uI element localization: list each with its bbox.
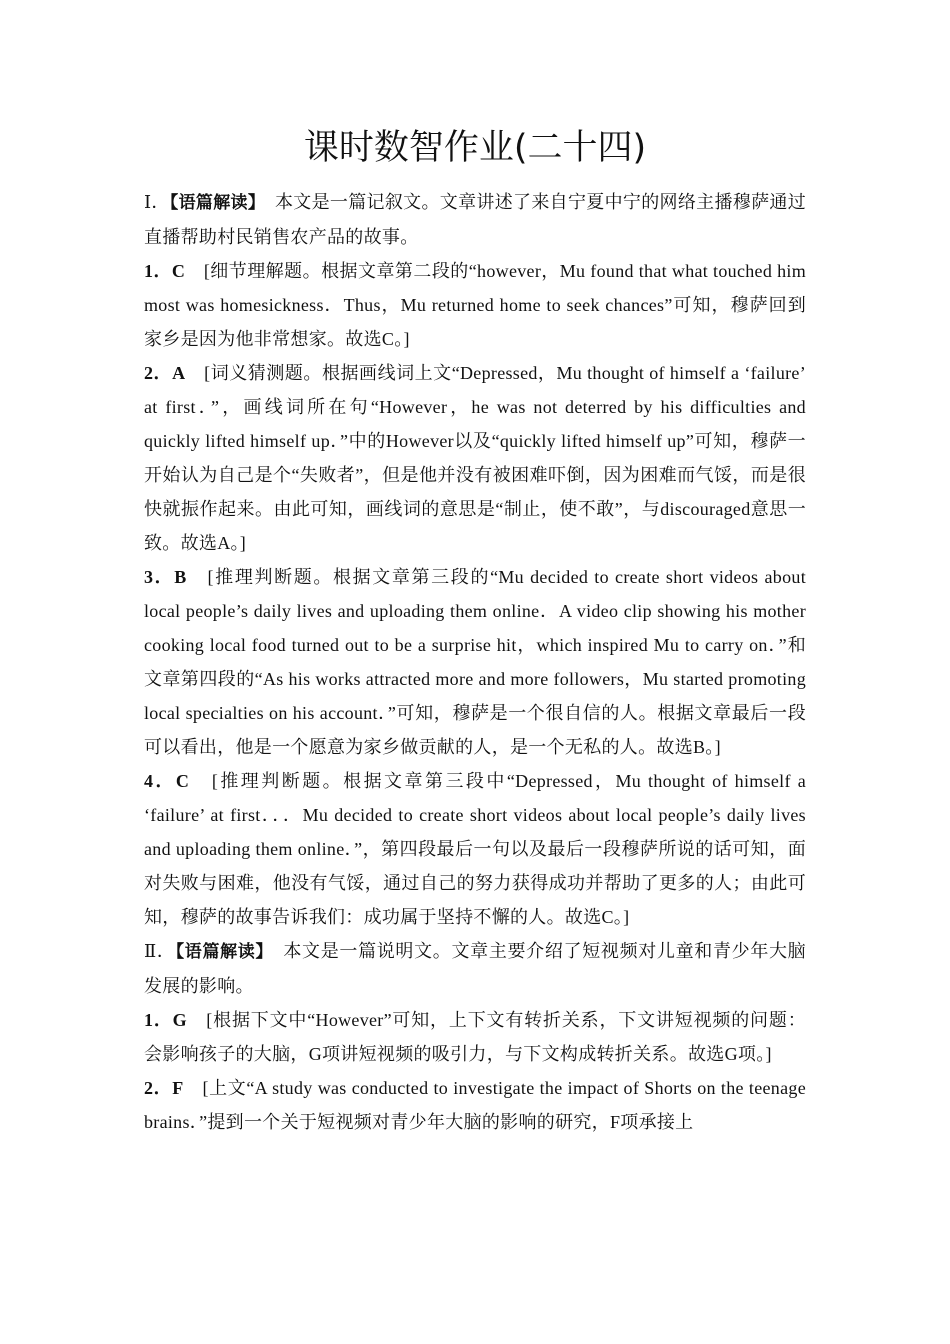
section-1-intro-text: 本文是一篇记叙文。文章讲述了来自宁夏中宁的网络主播穆萨通过直播帮助村民销售农产品的故事。 xyxy=(144,192,807,247)
answer-number: 4．C xyxy=(144,771,190,791)
answer-item xyxy=(144,764,806,934)
answer-item xyxy=(144,254,806,356)
answer-explanation: [细节理解题。根据文章第二段的“however，Mu found that what touched him most was homesickness．Thus，Mu returned home to seek chances”可知，穆萨回到家乡是因为他非常想家。故选C。] xyxy=(144,261,806,349)
answer-explanation: [词义猜测题。根据画线词上文“Depressed，Mu thought of himself a ‘failure’ at first．”，画线词所在句“However，he was not deterred by his difficulties and quickly lifted himself up．”中的However以及“quickly lifted himself up”可知，穆萨一开始认为自己是个“失败者”，但是他并没有被困难吓倒，因为困难而气馁，而是很快就振作起来。由此可知，画线词的意思是“制止，使不敢”，与discouraged意思一致。故选A。] xyxy=(144,363,807,553)
section-1-label: Ⅰ． xyxy=(144,192,170,212)
section-2-tag: 【语篇解读】 xyxy=(175,942,265,962)
section-2-intro-text: 本文是一篇说明文。文章主要介绍了短视频对儿童和青少年大脑发展的影响。 xyxy=(144,941,806,996)
answer-explanation: [上文“A study was conducted to investigate the impact of Shorts on the teenage brains．”提到一个关于短视频对青少年大脑的影响的研究，F项承接上 xyxy=(144,1078,806,1132)
section-2-intro xyxy=(144,934,806,1003)
answer-number: 2．A xyxy=(144,363,186,383)
page-title: 课时数智作业(二十四) xyxy=(303,128,647,168)
answer-item xyxy=(144,356,806,560)
answer-item xyxy=(144,560,806,764)
answer-content xyxy=(144,185,806,1139)
answer-explanation: [根据下文中“However”可知，上下文有转折关系，下文讲短视频的问题：会影响孩子的大脑，G项讲短视频的吸引力，与下文构成转折关系。故选G项。] xyxy=(144,1010,806,1064)
answer-number: 1．C xyxy=(144,261,186,281)
answer-number: 2．F xyxy=(144,1078,184,1098)
answer-number: 3．B xyxy=(144,567,187,587)
section-2-label: Ⅱ． xyxy=(144,941,176,961)
answer-explanation: [推理判断题。根据文章第三段中“Depressed，Mu thought of himself a ‘failure’ at first．．．Mu decided to create short videos about local people’s daily lives and uploading them online．”，第四段最后一句以及最后一段穆萨所说的话可知，面对失败与困难，他没有气馁，通过自己的努力获得成功并帮助了更多的人；由此可知，穆萨的故事告诉我们：成功属于坚持不懈的人。故选C。] xyxy=(144,771,806,927)
answer-item xyxy=(144,1071,806,1139)
answer-explanation: [推理判断题。根据文章第三段的“Mu decided to create short videos about local people’s daily lives and uploading them online．A video clip showing his mother cooking local food turned out to be a surprise hit，which inspired Mu to carry on．”和文章第四段的“As his works attracted more and more followers，Mu started promoting local specialties on his account．”可知，穆萨是一个很自信的人。根据文章最后一段可以看出，他是一个愿意为家乡做贡献的人，是一个无私的人。故选B。] xyxy=(144,567,806,757)
section-1-intro xyxy=(144,185,806,254)
answer-number: 1．G xyxy=(144,1010,187,1030)
answer-item xyxy=(144,1003,806,1071)
section-1-tag: 【语篇解读】 xyxy=(169,193,257,213)
